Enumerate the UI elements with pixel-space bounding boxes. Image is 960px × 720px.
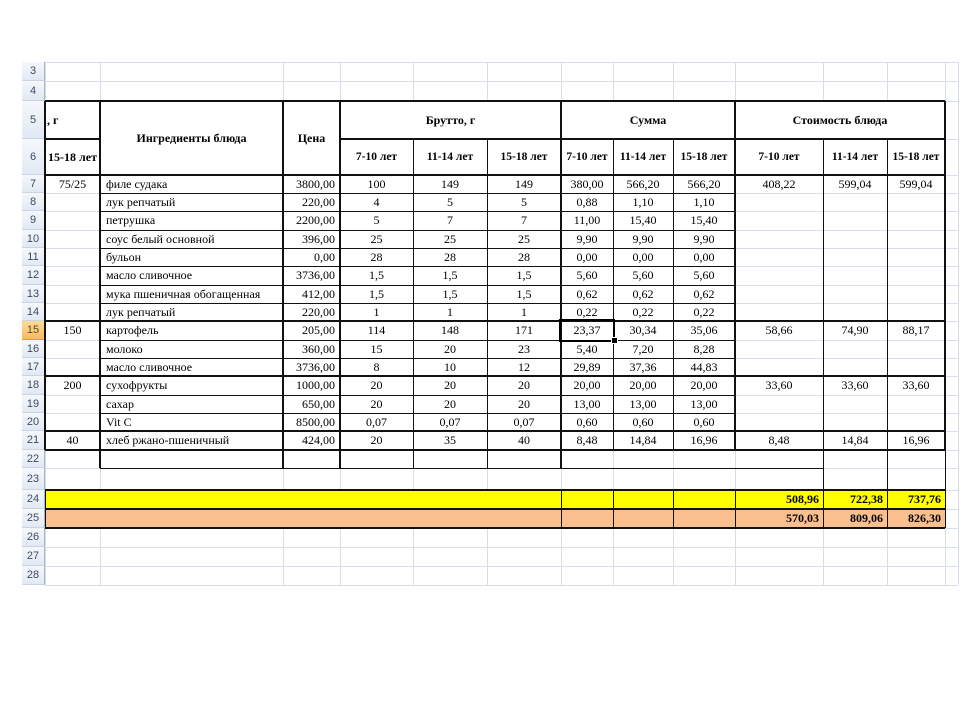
cell-brutto0-row16[interactable]: 15 [370,342,383,356]
cell-summa0-row9[interactable]: 11,00 [573,213,601,227]
cell-price-row13[interactable]: 412,00 [302,287,335,301]
cell-summa0-row7[interactable]: 380,00 [570,177,604,191]
cell-summa1-row11[interactable]: 0,00 [632,250,654,264]
cell-brutto0-row10[interactable]: 25 [370,232,383,246]
row-header-5[interactable]: 5 [22,101,45,139]
table-border-h [45,100,945,102]
header-brutto[interactable]: Брутто, г [340,101,561,139]
cell-brutto2-row19[interactable]: 20 [518,397,530,411]
cell-ingredient-row7[interactable]: филе судака [106,177,168,191]
cell-brutto1-row15[interactable]: 148 [441,323,459,337]
row-header-24[interactable]: 24 [22,490,45,509]
table-border-v [945,450,946,490]
cell-yield-row7[interactable]: 75/25 [58,177,87,191]
cell-summa1-row16[interactable]: 7,20 [632,342,654,356]
cell-brutto2-row13[interactable]: 1,5 [516,287,532,301]
cell-price-row12[interactable]: 3736,00 [296,268,335,282]
cell-brutto1-row21[interactable]: 35 [444,433,456,447]
cell-brutto2-row14[interactable]: 1 [521,305,527,319]
cell-cost0-row21[interactable]: 8,48 [768,433,790,447]
cell-brutto0-row9[interactable]: 5 [373,213,380,227]
row-header-20[interactable]: 20 [22,413,45,431]
cell-summa1-row7[interactable]: 566,20 [626,177,660,191]
cell-brutto1-row14[interactable]: 1 [447,305,453,319]
cell-summa2-row9[interactable]: 15,40 [690,213,718,227]
row-header-13[interactable]: 13 [22,285,45,303]
cell-summa1-row19[interactable]: 13,00 [629,397,657,411]
cell-ingredient-row19[interactable]: сахар [106,397,134,411]
cell-brutto1-row16[interactable]: 20 [444,342,456,356]
cell-brutto2-row9[interactable]: 7 [521,213,527,227]
cell-summa0-row21[interactable]: 8,48 [576,433,598,447]
cell-brutto0-row14[interactable]: 1 [373,305,380,319]
cell-brutto2-row17[interactable]: 12 [518,360,530,374]
cell-summa0-row11[interactable]: 0,00 [576,250,598,264]
header-summa[interactable]: Сумма [561,101,735,139]
cell-summa2-row13[interactable]: 0,62 [693,287,715,301]
cell-yield-row18[interactable]: 200 [63,378,82,392]
cell-summa0-row15[interactable]: 23,37 [573,323,601,337]
cell-summa2-row12[interactable]: 5,60 [693,268,715,282]
table-border-v [44,101,46,450]
cell-summa2-row10[interactable]: 9,90 [693,232,715,246]
gridline-h [45,547,958,548]
cell-cost2-row7[interactable]: 599,04 [899,177,933,191]
cell-cost1-row7[interactable]: 599,04 [838,177,872,191]
cell-brutto1-row13[interactable]: 1,5 [442,287,458,301]
row-header-19[interactable]: 19 [22,395,45,413]
cell-summa1-row15[interactable]: 30,34 [629,323,657,337]
cell-summa2-row14[interactable]: 0,22 [693,305,715,319]
cell-ingredient-row9[interactable]: петрушка [106,213,156,227]
cell-brutto2-row15[interactable]: 171 [515,323,533,337]
cell-summa2-row21[interactable]: 16,96 [690,433,718,447]
cell-summa0-row17[interactable]: 29,89 [573,360,601,374]
cell-yield-row15[interactable]: 150 [63,323,82,337]
cell-summa0-row13[interactable]: 0,62 [576,287,598,301]
gridline-v [958,62,959,585]
cell-brutto0-row21[interactable]: 20 [370,433,383,447]
cell-price-row21[interactable]: 424,00 [302,433,335,447]
cell-brutto0-row13[interactable]: 1,5 [369,287,384,301]
cell-brutto1-row17[interactable]: 10 [444,360,456,374]
subheader-b-age-0[interactable]: 7-10 лет [340,139,413,175]
row-header-23[interactable]: 23 [22,468,45,490]
cell-summa2-row19[interactable]: 13,00 [690,397,718,411]
subheader-t-age-2[interactable]: 15-18 лет [887,139,945,175]
cell-summa1-row17[interactable]: 37,36 [629,360,657,374]
cell-brutto2-row12[interactable]: 1,5 [516,268,532,282]
cell-summa0-row8[interactable]: 0,88 [576,195,598,209]
gridline-h [45,585,958,586]
row-header-21[interactable]: 21 [22,431,45,450]
cell-ingredient-row12[interactable]: масло сливочное [106,268,193,282]
cell-price-row18[interactable]: 1000,00 [296,378,335,392]
gridline-h [45,566,958,567]
cell-summa1-row8[interactable]: 1,10 [632,195,654,209]
cell-ingredient-row18[interactable]: сухофрукты [106,378,168,392]
total-yellow-2[interactable]: 737,76 [908,492,941,506]
cell-price-row8[interactable]: 220,00 [302,195,335,209]
table-border-h [45,138,100,140]
cell-summa1-row10[interactable]: 9,90 [632,232,654,246]
total-orange-0[interactable]: 570,03 [786,511,819,525]
table-border-h [340,138,945,140]
cell-brutto2-row10[interactable]: 25 [518,232,530,246]
cell-brutto1-row12[interactable]: 1,5 [442,268,458,282]
cell-price-row9[interactable]: 2200,00 [296,213,335,227]
row-header-4[interactable]: 4 [22,81,45,101]
cell-price-row16[interactable]: 360,00 [302,342,335,356]
subheader-b-age-1[interactable]: 11-14 лет [413,139,487,175]
cell-summa1-row9[interactable]: 15,40 [629,213,657,227]
cell-brutto0-row19[interactable]: 20 [370,397,383,411]
cell-cost2-row21[interactable]: 16,96 [902,433,930,447]
cell-brutto2-row21[interactable]: 40 [518,433,530,447]
row-header-7[interactable]: 7 [22,175,45,193]
cell-summa2-row11[interactable]: 0,00 [693,250,715,264]
cell-price-row17[interactable]: 3736,00 [296,360,335,374]
cell-ingredient-row15[interactable]: картофель [106,323,159,337]
subheader-s-age-1[interactable]: 11-14 лет [613,139,673,175]
cell-summa0-row16[interactable]: 5,40 [576,342,598,356]
cell-price-row15[interactable]: 205,00 [302,323,335,337]
cell-brutto0-row20[interactable]: 0,07 [366,415,387,429]
row-header-27[interactable]: 27 [22,547,45,566]
cell-brutto1-row7[interactable]: 149 [441,177,459,191]
cell-cost1-row15[interactable]: 74,90 [841,323,869,337]
cell-summa2-row17[interactable]: 44,83 [690,360,718,374]
cell-brutto0-row17[interactable]: 8 [373,360,380,374]
subheader-s-age-0[interactable]: 7-10 лет [561,139,613,175]
cell-summa2-row18[interactable]: 20,00 [690,378,718,392]
active-cell-outline [559,319,615,342]
cell-brutto0-row18[interactable]: 20 [370,378,383,392]
cell-summa1-row12[interactable]: 5,60 [632,268,654,282]
cell-summa0-row12[interactable]: 5,60 [576,268,598,282]
cell-brutto2-row8[interactable]: 5 [521,195,527,209]
cell-summa2-row8[interactable]: 1,10 [693,195,715,209]
row-header-11[interactable]: 11 [22,248,45,266]
table-border-h [100,468,823,469]
gridline-h [45,81,958,82]
cell-price-row14[interactable]: 220,00 [302,305,335,319]
cell-ingredient-row16[interactable]: молоко [106,342,143,356]
cell-brutto2-row7[interactable]: 149 [515,177,533,191]
cell-cost2-row18[interactable]: 33,60 [902,378,930,392]
cell-cost1-row21[interactable]: 14,84 [841,433,869,447]
total-yellow-0[interactable]: 508,96 [786,492,819,506]
cell-price-row11[interactable]: 0,00 [314,250,335,264]
cell-ingredient-row8[interactable]: лук репчатый [106,195,176,209]
header-yield-age[interactable]: 15-18 лет [45,139,100,175]
cell-brutto1-row10[interactable]: 25 [444,232,456,246]
header-cost[interactable]: Стоимость блюда [735,101,945,139]
subheader-t-age-1[interactable]: 11-14 лет [823,139,887,175]
cell-brutto1-row19[interactable]: 20 [444,397,456,411]
total-orange-2[interactable]: 826,30 [908,511,941,525]
cell-brutto2-row20[interactable]: 0,07 [513,415,535,429]
row-header-17[interactable]: 17 [22,358,45,376]
cell-brutto2-row11[interactable]: 28 [518,250,530,264]
cell-summa2-row15[interactable]: 35,06 [690,323,718,337]
cell-summa0-row10[interactable]: 9,90 [576,232,598,246]
cell-price-row7[interactable]: 3800,00 [296,177,335,191]
header-ingredients[interactable]: Ингредиенты блюда [100,101,283,175]
row-header-8[interactable]: 8 [22,193,45,211]
row-header-15[interactable]: 15 [22,321,45,340]
cell-ingredient-row10[interactable]: соус белый основной [106,232,215,246]
cell-brutto0-row7[interactable]: 100 [367,177,386,191]
cell-summa0-row18[interactable]: 20,00 [573,378,601,392]
cell-cost1-row18[interactable]: 33,60 [841,378,869,392]
cell-summa1-row18[interactable]: 20,00 [629,378,657,392]
cell-summa1-row13[interactable]: 0,62 [632,287,654,301]
cell-brutto1-row20[interactable]: 0,07 [439,415,461,429]
cell-price-row20[interactable]: 8500,00 [296,415,335,429]
cell-summa2-row7[interactable]: 566,20 [687,177,721,191]
gridline-h [45,62,958,63]
cell-brutto1-row9[interactable]: 7 [447,213,453,227]
row-header-9[interactable]: 9 [22,211,45,230]
table-border-v [945,490,946,528]
cell-ingredient-row20[interactable]: Vit C [106,415,132,429]
cell-brutto1-row8[interactable]: 5 [447,195,453,209]
header-price[interactable]: Цена [283,101,340,175]
cell-brutto2-row16[interactable]: 23 [518,342,530,356]
row-header-25[interactable]: 25 [22,509,45,528]
cell-brutto0-row15[interactable]: 114 [367,323,386,337]
cell-cost0-row15[interactable]: 58,66 [765,323,793,337]
cell-summa1-row20[interactable]: 0,60 [632,415,654,429]
row-header-12[interactable]: 12 [22,266,45,285]
subheader-s-age-2[interactable]: 15-18 лет [673,139,735,175]
subheader-t-age-0[interactable]: 7-10 лет [735,139,823,175]
header-yield-unit[interactable]: , г [45,101,102,139]
table-border-v [944,101,946,450]
cell-summa0-row19[interactable]: 13,00 [573,397,601,411]
cell-cost0-row7[interactable]: 408,22 [762,177,796,191]
cell-ingredient-row14[interactable]: лук репчатый [106,305,176,319]
cell-summa0-row14[interactable]: 0,22 [576,305,598,319]
row-header-26[interactable]: 26 [22,528,45,547]
row-header-10[interactable]: 10 [22,230,45,248]
cell-brutto2-row18[interactable]: 20 [518,378,530,392]
row-header-6[interactable]: 6 [22,139,45,175]
row-header-22[interactable]: 22 [22,450,45,468]
cell-summa1-row21[interactable]: 14,84 [629,433,657,447]
cell-ingredient-row13[interactable]: мука пшеничная обогащенная [106,287,261,301]
fill-handle[interactable] [611,337,618,344]
cell-price-row19[interactable]: 650,00 [302,397,335,411]
cell-cost0-row18[interactable]: 33,60 [765,378,793,392]
row-header-16[interactable]: 16 [22,340,45,358]
cell-brutto1-row11[interactable]: 28 [444,250,456,264]
row-header-28[interactable]: 28 [22,566,45,585]
cell-brutto0-row12[interactable]: 1,5 [369,268,384,282]
total-orange-1[interactable]: 809,06 [850,511,883,525]
cell-yield-row21[interactable]: 40 [66,433,79,447]
cell-summa1-row14[interactable]: 0,22 [632,305,654,319]
row-header-14[interactable]: 14 [22,303,45,321]
total-yellow-1[interactable]: 722,38 [850,492,883,506]
row-header-18[interactable]: 18 [22,376,45,395]
cell-ingredient-row17[interactable]: масло сливочное [106,360,193,374]
subheader-b-age-2[interactable]: 15-18 лет [487,139,561,175]
cell-ingredient-row21[interactable]: хлеб ржано-пшеничный [106,433,230,447]
cell-ingredient-row11[interactable]: бульон [106,250,142,264]
row-header-3[interactable]: 3 [22,62,45,81]
cell-brutto0-row8[interactable]: 4 [373,195,380,209]
cell-cost2-row15[interactable]: 88,17 [902,323,930,337]
cell-price-row10[interactable]: 396,00 [302,232,335,246]
cell-summa0-row20[interactable]: 0,60 [576,415,598,429]
cell-brutto1-row18[interactable]: 20 [444,378,456,392]
cell-brutto0-row11[interactable]: 28 [370,250,383,264]
cell-summa2-row16[interactable]: 8,28 [693,342,715,356]
cell-summa2-row20[interactable]: 0,60 [693,415,715,429]
